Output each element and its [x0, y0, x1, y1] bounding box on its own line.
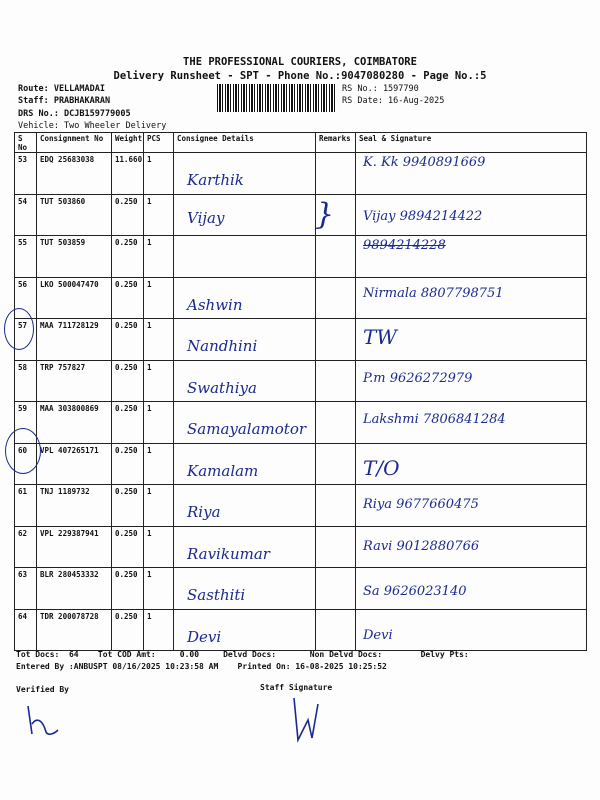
table-row — [15, 236, 587, 278]
cell-pcs: 1 — [144, 402, 174, 444]
cell-consignee — [174, 609, 316, 651]
staff-signature-mark — [288, 694, 324, 744]
cell-weight: 11.660 — [112, 153, 144, 195]
cell-sno: 53 — [15, 153, 37, 195]
cell-pcs: 1 — [144, 526, 174, 568]
signature-handwriting: Devi — [363, 627, 393, 643]
cell-consignment: TDR 200078728 — [37, 609, 112, 651]
cell-signature — [356, 319, 587, 361]
cell-consignee — [174, 526, 316, 568]
cell-sno: 55 — [15, 236, 37, 278]
signature-handwriting: T/O — [363, 455, 400, 480]
cell-weight: 0.250 — [112, 609, 144, 651]
col-consignment: Consignment No — [37, 133, 112, 153]
cell-consignment: LKO 500047470 — [37, 277, 112, 319]
cell-consignment: BLR 280453332 — [37, 568, 112, 610]
cell-consignment: VPL 229387941 — [37, 526, 112, 568]
cell-sno: 63 — [15, 568, 37, 610]
cell-pcs: 1 — [144, 609, 174, 651]
cell-signature — [356, 194, 587, 236]
cell-signature — [356, 526, 587, 568]
cell-consignee — [174, 568, 316, 610]
cell-pcs: 1 — [144, 319, 174, 361]
cell-consignee — [174, 402, 316, 444]
runsheet-subtitle: Delivery Runsheet - SPT - Phone No.:9047080280 - Page No.:5 — [113, 70, 487, 82]
entered-by-line: Entered By :ANBUSPT 08/16/2025 10:23:58 AM Printed On: 16-08-2025 10:25:52 — [16, 662, 387, 671]
cell-pcs: 1 — [144, 443, 174, 485]
consignee-handwriting: Ashwin — [187, 295, 243, 314]
consignee-handwriting: Sasthiti — [187, 586, 246, 604]
cell-consignment: TNJ 1189732 — [37, 485, 112, 527]
cell-consignment: TUT 503859 — [37, 236, 112, 278]
verifier-signature — [24, 700, 64, 740]
cell-weight: 0.250 — [112, 319, 144, 361]
staff-label: Staff: PRABHAKARAN — [18, 96, 111, 106]
cell-signature — [356, 568, 587, 610]
cell-weight: 0.250 — [112, 526, 144, 568]
signature-handwriting: TW — [363, 325, 397, 349]
cell-remarks — [316, 609, 356, 651]
signature-handwriting: K. Kk 9940891669 — [363, 155, 486, 170]
table-row — [15, 319, 587, 361]
cell-weight: 0.250 — [112, 360, 144, 402]
table-row — [15, 568, 587, 610]
cell-pcs: 1 — [144, 153, 174, 195]
table-row — [15, 402, 587, 444]
cell-remarks — [316, 526, 356, 568]
col-consignee: Consignee Details — [174, 133, 316, 153]
consignee-handwriting: Devi — [187, 627, 222, 646]
rs-date: RS Date: 16-Aug-2025 — [342, 96, 445, 106]
cell-sno: 62 — [15, 526, 37, 568]
rs-number: RS No.: 1597790 — [342, 84, 419, 94]
consignee-handwriting: Swathiya — [187, 378, 257, 397]
runsheet-table — [14, 132, 587, 651]
cell-sno: 64 — [15, 609, 37, 651]
cell-signature — [356, 277, 587, 319]
cell-consignment: MAA 711728129 — [37, 319, 112, 361]
cell-weight: 0.250 — [112, 568, 144, 610]
cell-consignee — [174, 319, 316, 361]
cell-remarks — [316, 568, 356, 610]
signature-handwriting: 9894214228 — [363, 238, 446, 253]
drs-label: DRS No.: DCJB159779005 — [18, 109, 131, 119]
cell-remarks — [316, 319, 356, 361]
cell-sno: 60 — [15, 443, 37, 485]
consignee-handwriting: Riya — [187, 503, 221, 521]
cell-weight: 0.250 — [112, 402, 144, 444]
cell-remarks — [316, 360, 356, 402]
verified-by-label: Verified By — [16, 685, 69, 694]
cell-pcs: 1 — [144, 360, 174, 402]
col-signature: Seal & Signature — [356, 133, 587, 153]
cell-sno: 61 — [15, 485, 37, 527]
cell-pcs: 1 — [144, 236, 174, 278]
cell-sno: 54 — [15, 194, 37, 236]
cell-sno: 59 — [15, 402, 37, 444]
cell-sno: 57 — [15, 319, 37, 361]
cell-consignment: TRP 757827 — [37, 360, 112, 402]
cell-pcs: 1 — [144, 277, 174, 319]
cell-signature — [356, 360, 587, 402]
cell-sno: 56 — [15, 277, 37, 319]
cell-consignee — [174, 194, 316, 236]
totals-line: Tot Docs: 64 Tot COD Amt: 0.00 Delvd Docs: Non Delvd Docs: Delvy Pts: — [16, 650, 469, 659]
cell-remarks — [316, 277, 356, 319]
cell-pcs: 1 — [144, 485, 174, 527]
cell-pcs: 1 — [144, 194, 174, 236]
cell-consignee — [174, 485, 316, 527]
cell-consignee — [174, 443, 316, 485]
cell-consignee — [174, 277, 316, 319]
company-title: THE PROFESSIONAL COURIERS, COIMBATORE — [183, 56, 417, 68]
cell-sno: 58 — [15, 360, 37, 402]
cell-weight: 0.250 — [112, 443, 144, 485]
signature-handwriting: Lakshmi 7806841284 — [363, 412, 506, 427]
cell-consignee — [174, 153, 316, 195]
cell-signature — [356, 236, 587, 278]
cell-remarks — [316, 236, 356, 278]
col-weight: Weight — [112, 133, 144, 153]
cell-signature — [356, 153, 587, 195]
cell-signature — [356, 609, 587, 651]
cell-consignment: TUT 503860 — [37, 194, 112, 236]
col-sno: S No — [15, 133, 37, 153]
consignee-handwriting: Vijay — [187, 208, 225, 227]
signature-handwriting: P.m 9626272979 — [363, 370, 473, 386]
ink-circle-57 — [4, 308, 34, 350]
cell-signature — [356, 443, 587, 485]
table-row — [15, 485, 587, 527]
cell-remarks — [316, 485, 356, 527]
cell-remarks — [316, 443, 356, 485]
cell-remarks — [316, 402, 356, 444]
table-header-row — [15, 133, 587, 153]
cell-consignee — [174, 360, 316, 402]
cell-signature — [356, 402, 587, 444]
ink-circle-60 — [5, 428, 41, 474]
vehicle-label: Vehicle: Two Wheeler Delivery — [18, 121, 167, 131]
barcode-image — [217, 84, 337, 112]
cell-consignment: MAA 303800869 — [37, 402, 112, 444]
cell-pcs: 1 — [144, 568, 174, 610]
col-remarks: Remarks — [316, 133, 356, 153]
consignee-handwriting: Ravikumar — [187, 544, 270, 563]
signature-handwriting: Sa 9626023140 — [363, 584, 467, 599]
table-row — [15, 526, 587, 568]
cell-remarks — [316, 153, 356, 195]
signature-handwriting: Ravi 9012880766 — [363, 538, 480, 554]
route-label: Route: VELLAMADAI — [18, 84, 105, 94]
signature-handwriting: Vijay 9894214422 — [363, 208, 483, 224]
table-row — [15, 609, 587, 651]
cell-signature — [356, 485, 587, 527]
cell-consignee — [174, 236, 316, 278]
table-row — [15, 443, 587, 485]
cell-consignment: EDQ 25683038 — [37, 153, 112, 195]
consignee-handwriting: Samayalamotor — [187, 420, 307, 438]
signature-handwriting: Nirmala 8807798751 — [363, 285, 504, 301]
cell-weight: 0.250 — [112, 277, 144, 319]
cell-weight: 0.250 — [112, 236, 144, 278]
table-row — [15, 153, 587, 195]
signature-handwriting: Riya 9677660475 — [363, 497, 479, 512]
col-pcs: PCS — [144, 133, 174, 153]
table-row — [15, 194, 587, 236]
brace-mark: } — [315, 196, 335, 232]
consignee-handwriting: Nandhini — [187, 337, 258, 355]
consignee-handwriting: Kamalam — [187, 461, 259, 480]
table-row — [15, 360, 587, 402]
cell-weight: 0.250 — [112, 194, 144, 236]
table-row — [15, 277, 587, 319]
staff-signature-label: Staff Signature — [260, 683, 333, 692]
cell-weight: 0.250 — [112, 485, 144, 527]
cell-consignment: VPL 407265171 — [37, 443, 112, 485]
cell-remarks — [316, 194, 356, 236]
consignee-handwriting: Karthik — [187, 171, 244, 189]
